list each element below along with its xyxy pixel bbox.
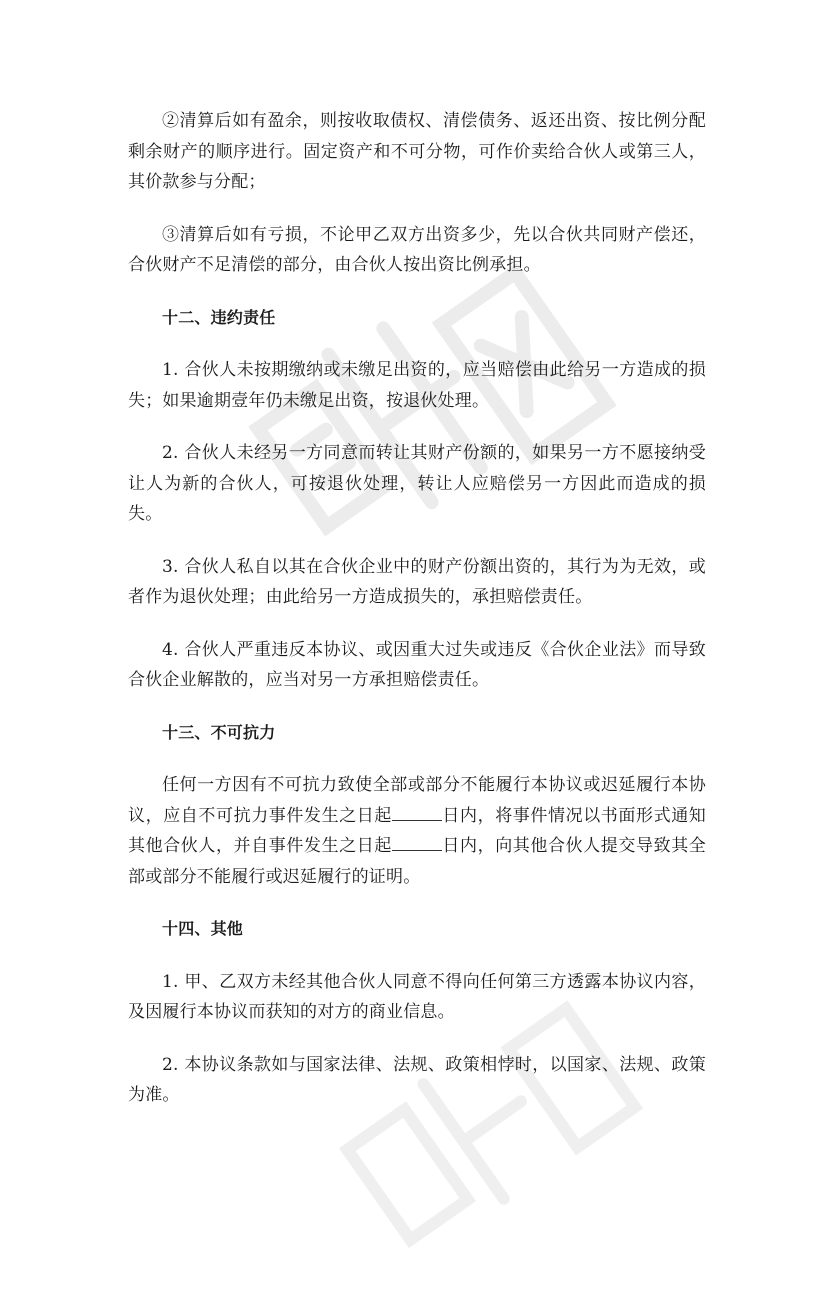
clause-text: 任何一方因有不可抗力致使全部或部分不能履行本协议或迟延履行本协议，应自不可抗力事件发生之日起: [128, 775, 706, 826]
fill-in-blank[interactable]: [392, 832, 442, 851]
document-body: [128, 106, 706, 1133]
clause-paragraph: 4. 合伙人严重违反本协议、或因重大过失或违反《合伙企业法》而导致合伙企业解散的，应当对另一方承担赔偿责任。: [128, 639, 706, 690]
clause-paragraph: ③清算后如有亏损，不论甲乙双方出资多少，先以合伙共同财产偿还，合伙财产不足清偿的部分，由合伙人按出资比例承担。: [128, 224, 706, 275]
section-heading-force-majeure: 十三、不可抗力: [162, 722, 276, 742]
section-heading-other: 十四、其他: [162, 919, 244, 938]
clause-text: 日内，将事件情况以书面形式通知其他合伙人，并自事件发生之日起: [128, 805, 706, 856]
clause-paragraph: 3. 合伙人私自以其在合伙企业中的财产份额出资的，其行为为无效，或者作为退伙处理；由此给另一方造成损失的，承担赔偿责任。: [128, 556, 706, 607]
fill-in-blank[interactable]: [392, 802, 442, 821]
clause-paragraph: 1. 甲、乙双方未经其他合伙人同意不得向任何第三方透露本协议内容，及因履行本协议而获知的对方的商业信息。: [128, 971, 706, 1022]
clause-paragraph: 2. 合伙人未经另一方同意而转让其财产份额的，如果另一方不愿接纳受让人为新的合伙人，可按退伙处理，转让人应赔偿另一方因此而造成的损失。: [128, 443, 706, 524]
clause-paragraph: 2. 本协议条款如与国家法律、法规、政策相悖时，以国家、法规、政策为准。: [128, 1054, 706, 1105]
clause-paragraph: 1. 合伙人未按期缴纳或未缴足出资的，应当赔偿由此给另一方造成的损失；如果逾期壹年仍未缴足出资，按退伙处理。: [128, 360, 706, 411]
clause-paragraph-force-majeure: [128, 770, 706, 892]
clause-text: 日内，向其他合伙人提交导致其全部或部分不能履行或迟延履行的证明。: [128, 836, 706, 887]
clause-paragraph: ②清算后如有盈余，则按收取债权、清偿债务、返还出资、按比例分配剩余财产的顺序进行。固定资产和不可分物，可作价卖给合伙人或第三人，其价款参与分配；: [128, 111, 706, 192]
section-heading-breach: 十二、违约责任: [162, 307, 276, 327]
